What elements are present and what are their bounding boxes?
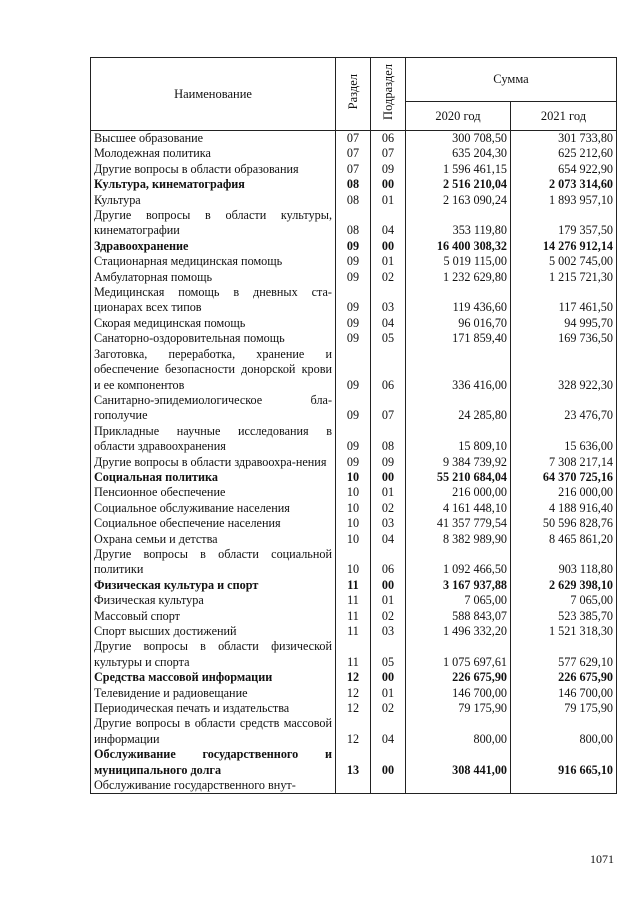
row-subsection: 09 bbox=[371, 162, 406, 177]
row-sum-2021: 226 675,90 bbox=[511, 670, 617, 685]
row-subsection: 02 bbox=[371, 701, 406, 716]
row-name: Молодежная политика bbox=[91, 146, 336, 161]
table-row bbox=[91, 193, 617, 208]
row-sum-2021: 4 188 916,40 bbox=[511, 501, 617, 516]
row-section: 09 bbox=[336, 347, 371, 393]
row-subsection: 05 bbox=[371, 331, 406, 346]
row-subsection: 00 bbox=[371, 747, 406, 778]
table-row bbox=[91, 593, 617, 608]
row-subsection: 03 bbox=[371, 516, 406, 531]
row-sum-2020: 353 119,80 bbox=[406, 208, 511, 239]
table-row bbox=[91, 347, 617, 393]
row-name: Периодическая печать и издательства bbox=[91, 701, 336, 716]
row-name: Прикладные научные исследования в области здравоохранения bbox=[91, 424, 336, 455]
row-section: 11 bbox=[336, 639, 371, 670]
row-sum-2021: 169 736,50 bbox=[511, 331, 617, 346]
page-number: 1071 bbox=[590, 852, 614, 866]
row-sum-2021: 2 073 314,60 bbox=[511, 177, 617, 192]
row-sum-2020: 119 436,60 bbox=[406, 285, 511, 316]
table-row bbox=[91, 177, 617, 192]
row-sum-2020: 800,00 bbox=[406, 716, 511, 747]
row-sum-2021: 523 385,70 bbox=[511, 609, 617, 624]
row-subsection: 02 bbox=[371, 270, 406, 285]
row-sum-2020: 2 516 210,04 bbox=[406, 177, 511, 192]
row-name: Спорт высших достижений bbox=[91, 624, 336, 639]
header-sum: Сумма bbox=[406, 58, 617, 102]
row-section: 10 bbox=[336, 485, 371, 500]
row-sum-2020: 9 384 739,92 bbox=[406, 455, 511, 470]
table-row bbox=[91, 162, 617, 177]
row-subsection: 09 bbox=[371, 455, 406, 470]
row-name: Амбулаторная помощь bbox=[91, 270, 336, 285]
row-name: Другие вопросы в области средств массовой информации bbox=[91, 716, 336, 747]
row-name: Массовый спорт bbox=[91, 609, 336, 624]
row-sum-2020: 216 000,00 bbox=[406, 485, 511, 500]
row-sum-2021 bbox=[511, 778, 617, 794]
table-row bbox=[91, 146, 617, 161]
row-section: 12 bbox=[336, 670, 371, 685]
table-row bbox=[91, 670, 617, 685]
row-name: Социальная политика bbox=[91, 470, 336, 485]
row-sum-2020: 55 210 684,04 bbox=[406, 470, 511, 485]
row-name: Средства массовой информации bbox=[91, 670, 336, 685]
row-sum-2020: 171 859,40 bbox=[406, 331, 511, 346]
row-sum-2020: 7 065,00 bbox=[406, 593, 511, 608]
row-section: 10 bbox=[336, 501, 371, 516]
row-sum-2020: 16 400 308,32 bbox=[406, 239, 511, 254]
row-name: Культура, кинематография bbox=[91, 177, 336, 192]
row-section: 08 bbox=[336, 208, 371, 239]
row-sum-2020: 226 675,90 bbox=[406, 670, 511, 685]
table-row bbox=[91, 208, 617, 239]
row-name: Физическая культура и спорт bbox=[91, 578, 336, 593]
row-subsection: 08 bbox=[371, 424, 406, 455]
row-name: Санаторно-оздоровительная помощь bbox=[91, 331, 336, 346]
row-section: 07 bbox=[336, 146, 371, 161]
row-sum-2021: 625 212,60 bbox=[511, 146, 617, 161]
row-subsection: 04 bbox=[371, 532, 406, 547]
row-subsection: 07 bbox=[371, 146, 406, 161]
row-subsection: 05 bbox=[371, 639, 406, 670]
row-name: Культура bbox=[91, 193, 336, 208]
row-section: 12 bbox=[336, 701, 371, 716]
row-sum-2020: 1 596 461,15 bbox=[406, 162, 511, 177]
table-row bbox=[91, 516, 617, 531]
row-name: Обслуживание государственного внут- bbox=[91, 778, 336, 794]
row-name: Санитарно-эпидемиологическое бла-гополучие bbox=[91, 393, 336, 424]
row-section: 10 bbox=[336, 532, 371, 547]
row-section: 09 bbox=[336, 316, 371, 331]
row-subsection: 04 bbox=[371, 716, 406, 747]
row-sum-2020: 1 496 332,20 bbox=[406, 624, 511, 639]
row-sum-2021: 301 733,80 bbox=[511, 131, 617, 147]
table-row bbox=[91, 686, 617, 701]
table-body bbox=[91, 131, 617, 794]
row-subsection: 00 bbox=[371, 670, 406, 685]
row-sum-2020: 96 016,70 bbox=[406, 316, 511, 331]
row-sum-2021: 800,00 bbox=[511, 716, 617, 747]
row-subsection: 00 bbox=[371, 470, 406, 485]
row-sum-2020: 15 809,10 bbox=[406, 424, 511, 455]
row-subsection: 00 bbox=[371, 578, 406, 593]
row-name: Другие вопросы в области социальной политики bbox=[91, 547, 336, 578]
row-sum-2021: 2 629 398,10 bbox=[511, 578, 617, 593]
row-sum-2021: 179 357,50 bbox=[511, 208, 617, 239]
row-sum-2021: 1 215 721,30 bbox=[511, 270, 617, 285]
row-subsection: 00 bbox=[371, 239, 406, 254]
row-sum-2020: 4 161 448,10 bbox=[406, 501, 511, 516]
row-section: 09 bbox=[336, 393, 371, 424]
row-subsection: 02 bbox=[371, 609, 406, 624]
row-sum-2020: 24 285,80 bbox=[406, 393, 511, 424]
header-year-2021: 2021 год bbox=[511, 102, 617, 131]
table-row bbox=[91, 270, 617, 285]
row-section: 09 bbox=[336, 239, 371, 254]
row-subsection: 02 bbox=[371, 501, 406, 516]
row-subsection: 01 bbox=[371, 686, 406, 701]
row-name: Заготовка, переработка, хранение и обеспечение безопасности донорской крови и ее компонентов bbox=[91, 347, 336, 393]
table-row bbox=[91, 547, 617, 578]
row-name: Охрана семьи и детства bbox=[91, 532, 336, 547]
row-name: Высшее образование bbox=[91, 131, 336, 147]
row-sum-2021: 1 521 318,30 bbox=[511, 624, 617, 639]
row-section: 09 bbox=[336, 285, 371, 316]
row-subsection: 06 bbox=[371, 347, 406, 393]
header-subsection: Подраздел bbox=[371, 58, 406, 131]
row-section: 09 bbox=[336, 331, 371, 346]
row-sum-2021: 7 065,00 bbox=[511, 593, 617, 608]
row-sum-2021: 64 370 725,16 bbox=[511, 470, 617, 485]
table-row bbox=[91, 254, 617, 269]
row-section: 11 bbox=[336, 578, 371, 593]
table-row bbox=[91, 747, 617, 778]
row-sum-2021: 8 465 861,20 bbox=[511, 532, 617, 547]
row-sum-2021: 23 476,70 bbox=[511, 393, 617, 424]
row-section: 12 bbox=[336, 686, 371, 701]
table-row bbox=[91, 455, 617, 470]
row-sum-2020: 1 092 466,50 bbox=[406, 547, 511, 578]
row-sum-2021: 117 461,50 bbox=[511, 285, 617, 316]
table-row bbox=[91, 639, 617, 670]
row-section: 12 bbox=[336, 716, 371, 747]
row-section: 07 bbox=[336, 131, 371, 147]
row-section: 11 bbox=[336, 593, 371, 608]
row-sum-2020: 300 708,50 bbox=[406, 131, 511, 147]
row-name: Социальное обеспечение населения bbox=[91, 516, 336, 531]
row-sum-2021: 903 118,80 bbox=[511, 547, 617, 578]
row-sum-2021: 916 665,10 bbox=[511, 747, 617, 778]
row-subsection: 01 bbox=[371, 593, 406, 608]
row-name: Социальное обслуживание населения bbox=[91, 501, 336, 516]
row-sum-2021: 216 000,00 bbox=[511, 485, 617, 500]
row-sum-2021: 328 922,30 bbox=[511, 347, 617, 393]
row-name: Медицинская помощь в дневных ста-ционарах всех типов bbox=[91, 285, 336, 316]
table-row bbox=[91, 501, 617, 516]
row-subsection: 00 bbox=[371, 177, 406, 192]
row-sum-2021: 5 002 745,00 bbox=[511, 254, 617, 269]
row-name: Другие вопросы в области физической культуры и спорта bbox=[91, 639, 336, 670]
row-sum-2020: 146 700,00 bbox=[406, 686, 511, 701]
row-section: 07 bbox=[336, 162, 371, 177]
table-row bbox=[91, 532, 617, 547]
row-name: Скорая медицинская помощь bbox=[91, 316, 336, 331]
table-row bbox=[91, 701, 617, 716]
row-subsection: 01 bbox=[371, 485, 406, 500]
row-sum-2020: 8 382 989,90 bbox=[406, 532, 511, 547]
row-sum-2020: 79 175,90 bbox=[406, 701, 511, 716]
row-sum-2021: 7 308 217,14 bbox=[511, 455, 617, 470]
table-row bbox=[91, 239, 617, 254]
row-section: 11 bbox=[336, 624, 371, 639]
header-section: Раздел bbox=[336, 58, 371, 131]
row-section: 08 bbox=[336, 193, 371, 208]
row-section: 08 bbox=[336, 177, 371, 192]
table-row bbox=[91, 609, 617, 624]
row-section: 10 bbox=[336, 516, 371, 531]
row-subsection: 04 bbox=[371, 208, 406, 239]
row-sum-2021: 577 629,10 bbox=[511, 639, 617, 670]
row-sum-2020: 1 232 629,80 bbox=[406, 270, 511, 285]
row-subsection: 01 bbox=[371, 254, 406, 269]
row-subsection: 06 bbox=[371, 547, 406, 578]
row-name: Пенсионное обеспечение bbox=[91, 485, 336, 500]
row-sum-2020: 336 416,00 bbox=[406, 347, 511, 393]
row-subsection: 04 bbox=[371, 316, 406, 331]
row-subsection: 06 bbox=[371, 131, 406, 147]
table-row bbox=[91, 285, 617, 316]
row-sum-2021: 14 276 912,14 bbox=[511, 239, 617, 254]
row-section: 10 bbox=[336, 547, 371, 578]
row-sum-2020: 308 441,00 bbox=[406, 747, 511, 778]
table-row bbox=[91, 131, 617, 147]
table-row bbox=[91, 624, 617, 639]
row-section: 09 bbox=[336, 424, 371, 455]
row-sum-2021: 15 636,00 bbox=[511, 424, 617, 455]
table-row bbox=[91, 393, 617, 424]
budget-table bbox=[90, 57, 617, 794]
row-name: Стационарная медицинская помощь bbox=[91, 254, 336, 269]
row-sum-2021: 1 893 957,10 bbox=[511, 193, 617, 208]
row-section: 10 bbox=[336, 470, 371, 485]
row-sum-2021: 94 995,70 bbox=[511, 316, 617, 331]
row-sum-2020: 5 019 115,00 bbox=[406, 254, 511, 269]
row-sum-2020: 3 167 937,88 bbox=[406, 578, 511, 593]
header-year-2020: 2020 год bbox=[406, 102, 511, 131]
row-sum-2021: 79 175,90 bbox=[511, 701, 617, 716]
table-row bbox=[91, 424, 617, 455]
row-section: 09 bbox=[336, 270, 371, 285]
row-subsection: 07 bbox=[371, 393, 406, 424]
row-sum-2020: 635 204,30 bbox=[406, 146, 511, 161]
table-row bbox=[91, 778, 617, 794]
row-section: 11 bbox=[336, 609, 371, 624]
table-row bbox=[91, 485, 617, 500]
row-section: 13 bbox=[336, 747, 371, 778]
row-sum-2021: 146 700,00 bbox=[511, 686, 617, 701]
row-subsection: 03 bbox=[371, 624, 406, 639]
row-name: Здравоохранение bbox=[91, 239, 336, 254]
row-sum-2020: 588 843,07 bbox=[406, 609, 511, 624]
table-row bbox=[91, 716, 617, 747]
row-section: 09 bbox=[336, 254, 371, 269]
row-sum-2020: 41 357 779,54 bbox=[406, 516, 511, 531]
table-row bbox=[91, 331, 617, 346]
row-sum-2020 bbox=[406, 778, 511, 794]
row-sum-2020: 2 163 090,24 bbox=[406, 193, 511, 208]
row-name: Телевидение и радиовещание bbox=[91, 686, 336, 701]
row-section: 09 bbox=[336, 455, 371, 470]
row-name: Обслуживание государственного и муниципального долга bbox=[91, 747, 336, 778]
row-section bbox=[336, 778, 371, 794]
header-name: Наименование bbox=[91, 58, 336, 131]
table-row bbox=[91, 316, 617, 331]
row-name: Другие вопросы в области здравоохра-нения bbox=[91, 455, 336, 470]
table-row bbox=[91, 470, 617, 485]
row-sum-2021: 654 922,90 bbox=[511, 162, 617, 177]
row-name: Физическая культура bbox=[91, 593, 336, 608]
row-sum-2020: 1 075 697,61 bbox=[406, 639, 511, 670]
row-subsection bbox=[371, 778, 406, 794]
row-subsection: 01 bbox=[371, 193, 406, 208]
table-row bbox=[91, 578, 617, 593]
row-subsection: 03 bbox=[371, 285, 406, 316]
row-name: Другие вопросы в области образования bbox=[91, 162, 336, 177]
row-sum-2021: 50 596 828,76 bbox=[511, 516, 617, 531]
row-name: Другие вопросы в области культуры, кинематографии bbox=[91, 208, 336, 239]
